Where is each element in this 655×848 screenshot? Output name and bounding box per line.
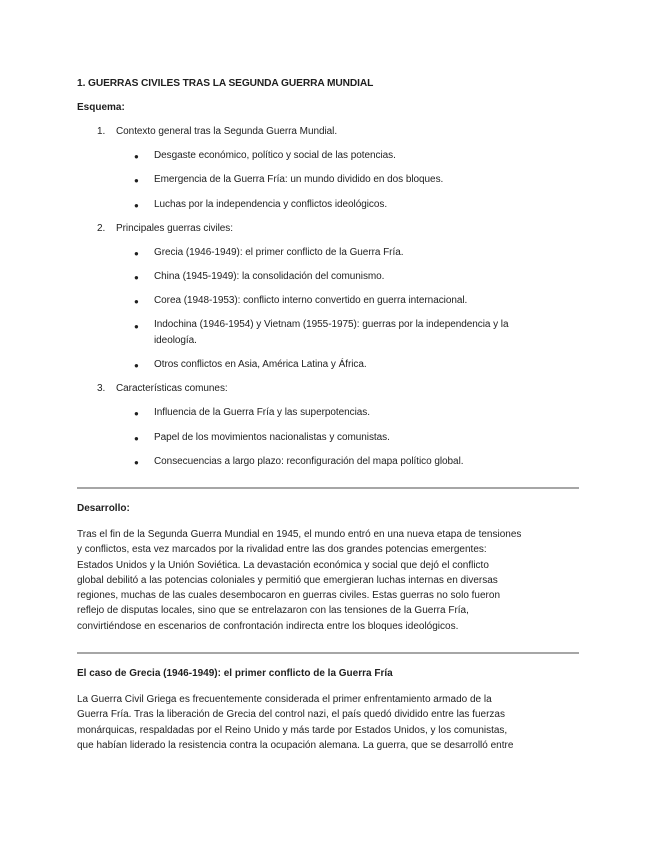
section-number: 3. [97,383,106,394]
bullet-icon: ● [134,361,139,370]
paragraph-line: y conflictos, esta vez marcados por la rivalidad entre las dos grandes potencias emergentes: [77,544,487,556]
bullet-icon: ● [134,434,139,443]
paragraph-line: Tras el fin de la Segunda Guerra Mundial en 1945, el mundo entró en una nueva etapa de tensiones [77,529,522,540]
list-item: Desgaste económico, político y social de las potencias. [154,150,396,161]
bullet-icon: ● [134,201,139,210]
desarrollo-paragraph [77,527,579,634]
paragraph-line: que habían liderado la resistencia contra la ocupación alemana. La guerra, que se desarrolló entre [77,739,514,751]
section-label: Principales guerras civiles: [116,223,233,234]
esquema-heading: Esquema: [77,102,125,113]
grecia-heading: El caso de Grecia (1946-1949): el primer conflicto de la Guerra Fría [77,668,393,679]
paragraph-line: convirtiéndose en escenarios de confrontación indirecta entre los bloques ideológicos. [77,620,459,632]
list-item: Emergencia de la Guerra Fría: un mundo dividido en dos bloques. [154,174,444,185]
bullet-icon: ● [134,409,139,418]
horizontal-rule [77,487,579,489]
list-item-continuation: ideología. [154,335,197,346]
list-item: Otros conflictos en Asia, América Latina y África. [154,359,367,370]
paragraph-line: Estados Unidos y la Unión Soviética. La devastación económica y social que dejó el conflicto [77,559,489,571]
section-label: Contexto general tras la Segunda Guerra Mundial. [116,126,338,137]
bullet-icon: ● [134,458,139,467]
bullet-icon: ● [134,176,139,185]
paragraph-line: Guerra Fría. Tras la liberación de Grecia del control nazi, el país quedó dividido entre las fuerzas [77,709,505,721]
section-number: 1. [97,126,106,137]
bullet-icon: ● [134,297,139,306]
bullet-icon: ● [134,273,139,282]
horizontal-rule [77,652,579,654]
list-item: Luchas por la independencia y conflictos ideológicos. [154,199,388,210]
list-item: Grecia (1946-1949): el primer conflicto de la Guerra Fría. [154,247,404,258]
desarrollo-heading: Desarrollo: [77,503,130,514]
bullet-icon: ● [134,322,139,331]
bullet-icon: ● [134,249,139,258]
section-number: 2. [97,223,106,234]
list-item: Consecuencias a largo plazo: reconfiguración del mapa político global. [154,456,464,467]
paragraph-line: global debilitó a las potencias coloniales y permitió que emergieran luchas internas en diversas [77,574,498,586]
section-label: Características comunes: [116,383,228,394]
list-item: Corea (1948-1953): conflicto interno convertido en guerra internacional. [154,295,468,306]
grecia-paragraph [77,692,579,753]
paragraph-line: reflejo de disputas locales, sino que se entrelazaron con las tensiones de la Guerra Fría, [77,605,469,617]
paragraph-line: La Guerra Civil Griega es frecuentemente considerada el primer enfrentamiento armado de la [77,694,492,705]
list-item: Papel de los movimientos nacionalistas y comunistas. [154,432,390,443]
paragraph-line: regiones, muchas de las cuales desembocaron en guerras civiles. Estas guerras no solo fueron [77,590,501,602]
paragraph-line: monárquicas, respaldadas por el Reino Unido y más tarde por Estados Unidos, y los comunistas, [77,724,508,736]
bullet-icon: ● [134,152,139,161]
list-item: Indochina (1946-1954) y Vietnam (1955-1975): guerras por la independencia y la [154,319,509,330]
list-item: Influencia de la Guerra Fría y las superpotencias. [154,407,370,418]
document-title: 1. GUERRAS CIVILES TRAS LA SEGUNDA GUERRA MUNDIAL [77,78,374,89]
list-item: China (1945-1949): la consolidación del comunismo. [154,271,385,282]
